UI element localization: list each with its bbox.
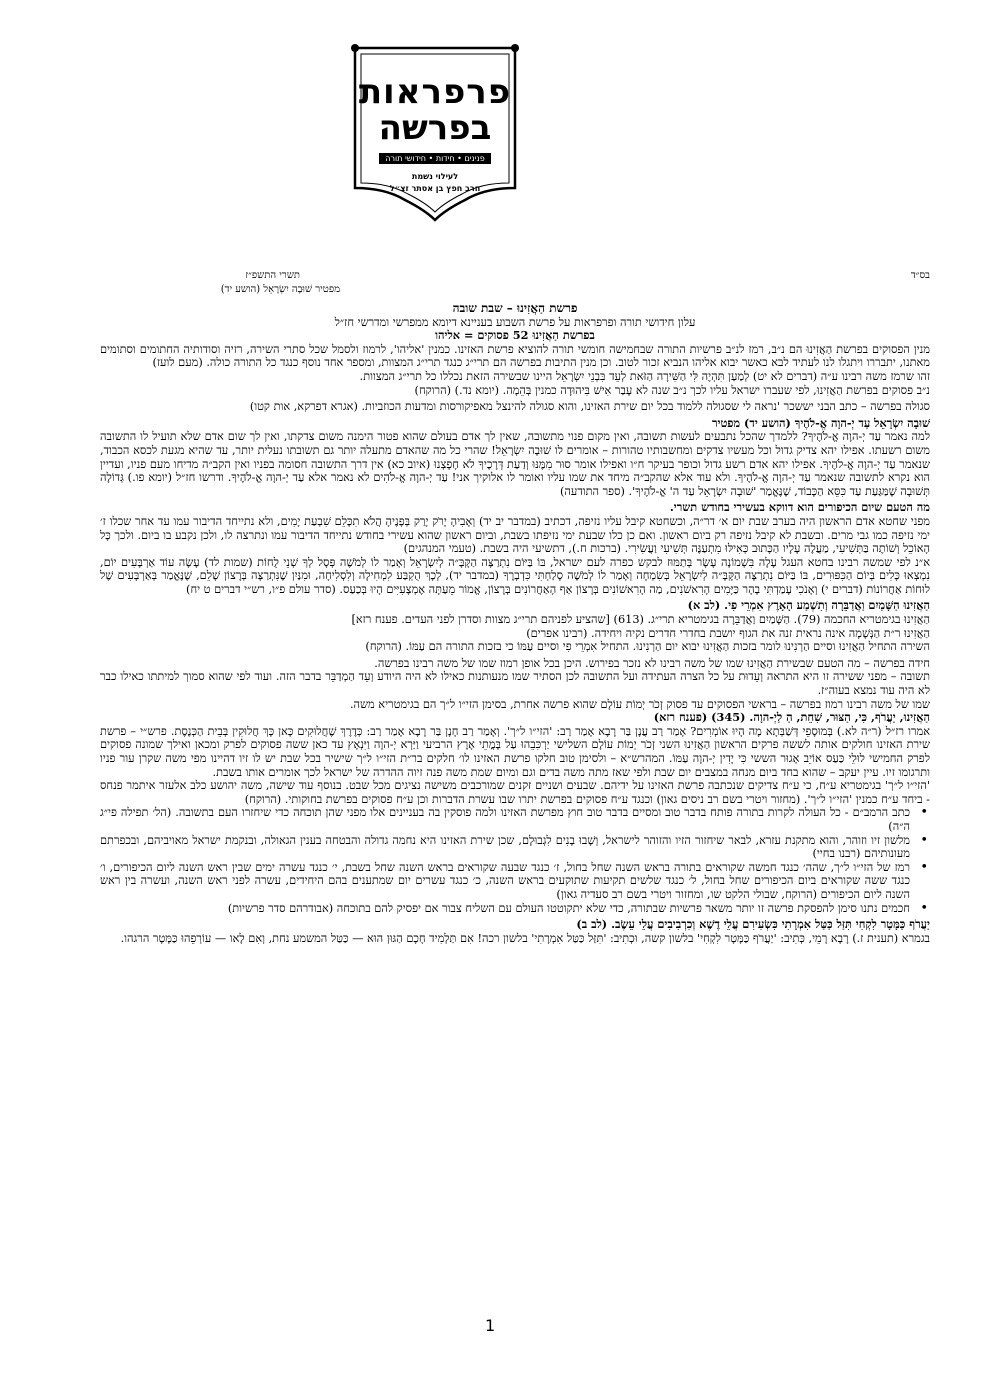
newsletter-subtitle: עלון חידושי תורה ופרפראות על פרשת השבוע בעניינא דיומא ממפרשי ומדרשי חז״ל [334,315,696,329]
parsha-title: פרשת הַאֲזִינוּ – שבת שובה [452,301,578,315]
paragraph: מנין הפסוקים בפרשת הַאֲזִינוּ הם נ״ב, רמז לנ״ב פרשיות התורה שבחמישה חומשי תורה להוציא פרשת האזינו. כמנין 'אליהו', לרמוז ולסמל שכל סתרי השירה, רזיה וסודותיה החתומים וסתומים מאתנו, יתבררו ויתגלו לנו לעתיד לבא כאשר יבוא אליהו הנביא זכור לטוב. וכן מנין התיבות בפרשה הם תרי״ג כנגד תרי״ג המצוות, ומספר אחד נוסף כנגד כל התורה כולה. (מעם לועז) [100,342,930,370]
list-item: • מלשון זיו וזוהר, והוא מתקנת עזרא, לבאר שיחזור הזיו והזוהר לישראל, וְשָׁבוּ בָנִים לִגְבוּלָם, שכן שירת האזינו היא נחמה גדולה והבטחה בענין הגאולה, ובנקמת ישראל מאויביהם, ובכפרתם מעונותיהם (רבנו בחיי) [100,834,910,861]
verse-heading: הַאֲזִינוּ הַשָּׁמַיִם וַאֲדַבֵּרָה וְתִשְׁמַע הָאָרֶץ אִמְרֵי פִי. (לב א) [687,598,930,613]
paragraph: שמו של משה רבינו רמוז בפרשה – בראשי הפסוקים עד פסוק זְכֹר יְמוֹת עוֹלָם שהוא פרשה אחרת, בסימן הזי״ו ל״ך הם בגימטריא משה. [349,697,930,711]
paragraph: סגולה בפרשה – כתב הבני יששכר 'נראה לי שסגולה ללמוד בכל יום שירת האזינו, והוא סגולה להינצל מאפיקורסות ומדעות הכוזביות. (אגרא דפרקא, אות קטו) [249,400,930,414]
verse-heading: יַעֲרֹף כַּמָּטָר לִקְחִי תִּזַּל כַּטַּל אִמְרָתִי כִּשְׂעִירִם עֲלֵי דֶשֶׁא וְכִרְבִיבִים עֲלֵי עֵשֶׂב. (לב ב) [576,917,930,932]
header-haftara: מפטיר שׁוּבָה יִשְׂרָאֵל (הושע יד) [220,284,340,295]
list-item: • חכמים נתנו סימן להפסקת פרשה זו יותר משאר פרשיות שבתורה, כדי שלא יתקוטטו העולם עם השליח צבור אם יפסיק להם בתוכחה (אבודרהם סדר פרשיות) [100,902,910,916]
paragraph: למה נאמר עַד יְ-הוָה אֱ-לֹהֶיךָ? ללמדך שהכל נתבעים לעשות תשובה, ואין מקום פנוי מתשובה, שאין לך אדם בעולם שהוא פטור הימנה משום צדקתו, ואין לך שום אדם שלא תועיל לו התשובה משום רשעתו. אפילו יהא צדיק גדול וכל מעשיו צדקים ומחשבותיו טהורות – אומרים לו שׁוּבָה יִשְׂרָאֵל! שהרי כל מה שהאדם מתעלה יותר גם תשובתו נעלית יותר, עד שהיא מגעת לכסא הכבוד, שנאמר עַד יְ-הוָה אֱ-לֹהֶיךָ. אפילו יהא אדם רשע גדול וכופר בעיקר ח״ו ואפילו אומר סוּר מִמֶּנּוּ וְדַעַת דְּרָכֶיךָ לֹא חָפָצְנוּ (איוב כא) אין דרך התשובה חסומה בפניו ואין הקב״ה מדיחו מעם פניו, ועדיין הוא נקרא לתשובה שנאמר עַד יְ-הוָה אֱ-לֹהֶיךָ. ולא עוד אלא שהקב״ה מיחד את שמו עליו ואומר לו אלוקיך אני! עַד יְ-הוָה אֱ-לֹהִים לא נאמר אלא עַד יְ-הוָה אֱ-לֹהֶיךָ. ודרשו חז״ל (יומא פו.) גְּדוֹלָה תְּשׁוּבָה שֶׁמַּגַּעַת עַד כִּסֵּא הַכָּבוֹד, שֶׁנֶּאֱמַר 'שׁוּבָה יִשְׂרָאֵל עַד ה' אֱ-לֹהֶיךָ'. (ספר התודעה) [100,430,930,498]
paragraph: הַאֲזִינוּ ר״ת הַנְּשָׁמָה אינה נראית זנה את הגוף יושבת בחדרי חדרים נקיה ויחידה. (רבינו אפרים) [526,626,930,640]
bullet-list [100,806,930,915]
article-body [100,302,930,945]
paragraph: 'הזי״ו ל״ך' בגימטריא ע״ח, כי ע״ח צדיקים שנכתבה פרשת האזינו על ידיהם. שבעים ושניים זקנים שמורכבים משישה נציגים מכל שבט. בנוסף עוד שישה, משה יהושע כלב אלעזר איתמר פנחס - ביחד ע״ח כמנין 'הזי״ו ל״ך'. (מחזור ויטרי בשם רב ניסים גאון) וכנגד ע״ח פסוקים בפרשת יתרו שבו עשרת הדברות וכן ע״ח פסוקים בפרשת בחוקותי. (הרוקח) [100,779,930,806]
riddle-answer: תשובה – מפני ששירה זו היא התראה וְעֵדוּת על כל הצרה העתידה ועל התשובה לכן הסתיר שמו מנעותנות כאילו לא היה היודע וְעֵד הַמְדַבֵּר בדבר הזה. ועוד לפי שהוא סמוך למיתתו כאילו כבר לא היה עוד נמצא בעוה״ז. [100,670,930,698]
badge-dedication-1: לעילוי נשמת [411,172,459,181]
list-item: • כתב הרמב״ם - כל העולה לקרות בתורה פותח בדבר טוב ומסיים בדבר טוב חוץ מפרשת האזינו ולמה פוסקין בה בעניינים אלו מפני שהן תוכחה כדי שיחזרו העם בתשובה. (הל׳ תפילה פי״ג ה״ה) [100,806,910,833]
paragraph: השירה התחיל הַאֲזִינוּ וסיים הַרְנִינוּ לומר בזכות הַאֲזִינוּ יבוא יום הַרְנִינוּ. התחיל אִמְרֵי פִי וסיים עַמּוֹ כי בזכות התורה הם עַמּוֹ. (הרוקח) [365,640,930,654]
riddle-question: חידה בפרשה – מה הטעם שבשירת הַאֲזִינוּ שמו של משה רבינו לא נזכר בפירוש. היכן בכל אופן רמוז שמו של משה רבינו בפרשה. [374,656,930,670]
header-date: תשרי התשפ״ז [245,270,300,281]
list-item: • רמז של הזי״ו ל״ך, שהה׳ כנגד חמשה שקוראים בתורה בראש השנה שחל בחול, ז׳ כנגד שבעה שקוראים בראש השנה שחל בשבת, י׳ כנגד עשרה ימים שבין ראש השנה ליום הכיפורים, ו׳ כנגד ששה שקוראים ביום הכיפורים שחל בחול, ל׳ כנגד שלשים תקיעות שתוקעים בראש השנה, כ׳ כנגד עשרים יום שמתענים בהם היחידים, עשרה לפני ראש השנה, ועשרה בין ראש השנה ליום הכיפורים (הרוקח, שבולי הלקט שו, ומחזור ויטרי בשם רב סעדיה גאון) [100,861,910,902]
verse-count-line: בפרשת הַאֲזִינוּ 52 פסוקים = אליהו [435,328,595,343]
section-heading: שׁוּבָה יִשְׂרָאֵל עַד יְ-הוָה אֱ-לֹהֶיךָ (הושע יד) מפטיר [711,415,930,430]
header-bsd: בס״ד [910,270,930,281]
badge-tagline: פנינים • חידות • חידושי תורה [379,153,490,164]
badge-dedication-2: הרב חפץ בן אסתר זצ״ל [389,184,481,193]
page-number: 1 [485,1316,496,1335]
paragraph: הַאֲזִינוּ, יַעֲרֹף, כִּי, הַצּוּר, שִׁחֵת, הַ לַיְ-הוָה. (345) (פענח רזא) [653,710,930,725]
paragraph: א״נ לפי שמשה רבינו בחטא העגל עָלָה בִּשְׁמוֹנָה עָשָׂר בְּתַמּוּז לבקש כפרה לעם ישראל, בּוֹ בַּיּוֹם נִתְרַצָּה הַקָּבָּ״ה לְיִשְׂרָאֵל וְאָמַר לוֹ לְמֹשֶׁה פְּסָל לְךָ שְׁנֵי לֻחוֹת (שמות לד) עָשָׂה עוֹד אַרְבָּעִים יוֹם, נִמְצְאוּ כָּלִים בְּיוֹם הַכִּפּוּרִים, בּוֹ בַּיּוֹם נִתְרַצָּה הַקָּבָּ״ה לְיִשְׂרָאֵל בְּשִׂמְחָה וְאָמַר לוֹ לְמֹשֶׁה סָלַחְתִּי כִּדְבָרֶךָ (במדבר יד), לְכָךְ הֻקְבַּע לִמְחִילָה וְלִסְלִיחָה, וּמִנַּיִן שֶׁנִּתְרַצָּה בְּרָצוֹן שָׁלֵם, שֶׁנֶּאֱמַר בְּאַרְבָּעִים שֶׁל לוּחוֹת אַחֲרוֹנוֹת (דברים י) וְאָנֹכִי עָמַדְתִּי בָהָר כַּיָּמִים הָרִאשֹׁנִים, מַה הָרִאשׁוֹנִים בְּרָצוֹן אַף הָאַחֲרוֹנִים בְּרָצוֹן, אֱמוֹר מֵעַתָּה אֶמְצָעִיִּים הָיוּ בְּכַעַס. (סדר עולם פ״ו, רש״י דברים ט יח) [100,555,930,596]
paragraph: אמרו רז״ל (ר״ה לא.) בְּמוּסָפֵי דְּשַׁבְּתָא מָה הָיוּ אוֹמְרִים? אָמַר רַב עֲנָן בַּר רָבָא אָמַר רַב: 'הזי״ו ל״ך'. וְאָמַר רַב חָנָן בַּר רָבָא אָמַר רַב: כְּדֶרֶךְ שֶׁחֲלוּקִים כָּאן כָּךְ חֲלוּקִין בְּבֵית הַכְּנֶסֶת. פרש״י – פרשת שירת האזינו חולקים אותה לששה פרקים הראשון הַאֲזִינוּ השני זְכֹר יְמוֹת עוֹלָם השלישי יַרְכִּבֵהוּ עַל בָּמֳתֵי אָרֶץ הרביעי וַיַּרְא יְ-הוָה וַיִּנְאָץ עד כאן ששה פסוקים לפרק ומכאן ואילך שמונה פסוקים לפרק החמישי לוּלֵי כַּעַס אוֹיֵב אָגוּר הששי כִּי יָדִין יְ-הוָה עַמּוֹ. המהרש״א – ולסימן טוב חלקו פרשת האזינו לו׳ חלקים בר״ת הזי״ו ל״ך שישיר בכל שבת יש לו זיו דהיינו מפי משה שקרן עור פניו ותרגומו זיו. עיין יעקב – שהוא בחד ביום מנחה במצבים יום שבת ולפי שאז מתה משה בדים וגם ומיום שמת משה פנה זיוה ההדרה של ישראל לכך אומרים אותו בשבת. [100,724,930,779]
paragraph: זהו שרמז משה רבינו ע״ה (דברים לא יט) לְמַעַן תִּהְיֶה לִּי הַשִּׁירָה הַזֹּאת לְעֵד בִּבְנֵי יִשְׂרָאֵל היינו שבשירה הזאת נכללו כל תרי״ג המצוות. [359,369,930,383]
paragraph: נ״ב פסוקים בפרשת הַאֲזִינוּ, לפי שעברו ישראל עליו לכך נ״ב שנה לא עָבַר אִישׁ בִּיהוּדָה כמנין בְּהֵמָה. (יומא נד.) (הרוקח) [414,383,930,397]
title-badge [345,38,525,223]
paragraph: בגמרא (תענית ז.) רָבָא רָמֵי, כְּתִיב: 'יַעֲרֹף כַּמָּטָר לִקְחִי' בלשון קשה, וּכְתִיב: 'תִּזַּל כַּטַּל אִמְרָתִי' בלשון רכה! אִם תַּלְמִיד חָכָם הַגּוּן הוּא — כַּטַּל המשמע נחת, וְאִם לָאו — עוֹרְפֵהוּ כַּמָּטָר הרגהו. [120,931,930,945]
section-heading: מה הטעם שיום הכיפורים הוא דווקא בעשירי בחודש תשרי. [669,500,930,515]
badge-title-line2: בפרשה [378,108,492,148]
paragraph: מפני שחטא אדם הראשון היה בערב שבת יום א׳ דר״ה, וכשחטא קיבל עליו נזיפה, דכתיב (במדבר יב יד) וְאָבִיהָ יָרֹק יָרַק בְּפָנֶיהָ הֲלֹא תִכָּלֵם שִׁבְעַת יָמִים, ולא נתייחד הדיבור עמו עד אחר שכלו ז׳ ימי נזיפה כמו גבי מרים. ובשבת לא קיבל נזיפה רק ביום ראשון. ואם כן כלו שבעת ימי נזיפתו בשבת, וביום ראשון שהוא עשירי בחודש נתייחד הדיבור עמו ונתרצה לו, ולכן נקבע בו ביום. ולכך כָּל הָאוֹכֵל וְשׁוֹתֶה בַּתְּשִׁיעִי, מַעֲלֶה עָלָיו הַכָּתוּב כְּאִילּוּ מִתְעַנֶּה תְּשִׁיעִי וַעֲשִׂירִי. (ברכות ח.), דתשיעי היה בשבת. (טעמי המנהגים) [100,514,930,556]
badge-title-line1: פרפראות [358,72,512,112]
paragraph: הַאֲזִינוּ בגימטריא החכמה (79). הַשָּׁמַיִם וַאֲדַבֵּרָה בגימטריא תרי״ג. (613) [שהציע לפניהם תרי״ג מצוות וסדרן לפני העדים. פענח רזא] [351,613,930,627]
